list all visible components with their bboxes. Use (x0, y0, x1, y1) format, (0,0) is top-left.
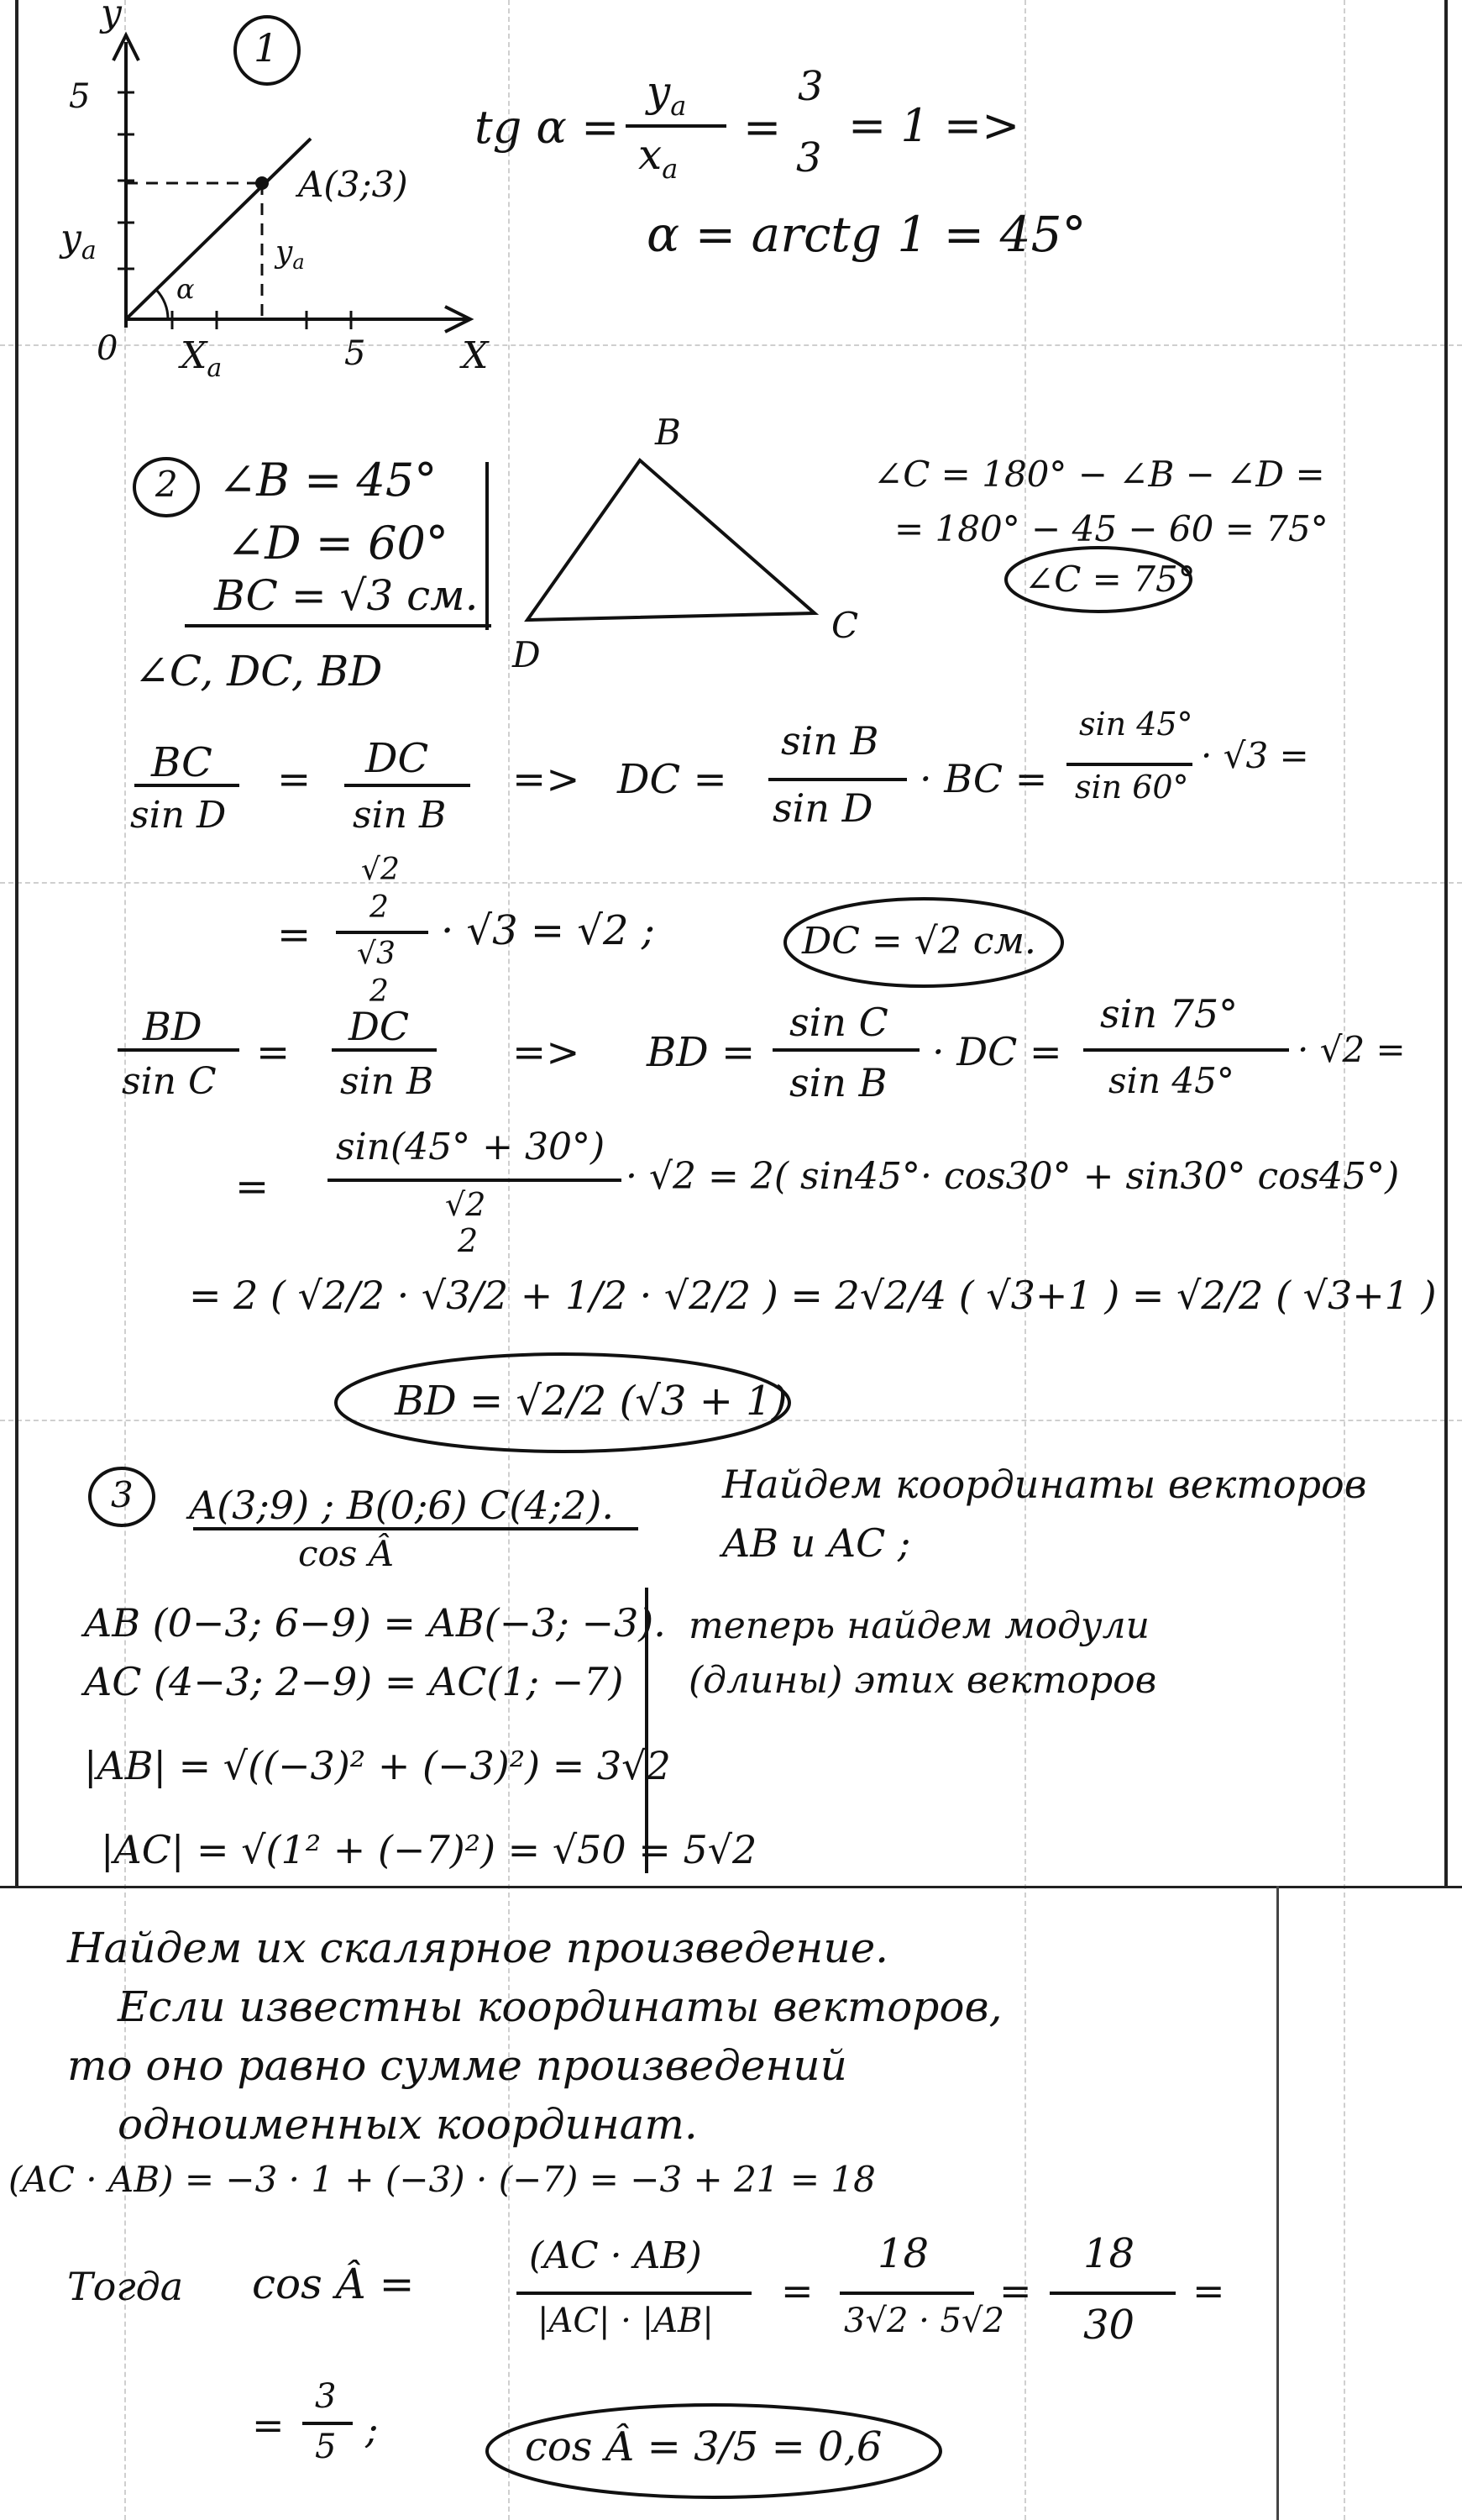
tg-tail: = 1 => (848, 99, 1020, 152)
vector-ab: AB (0−3; 6−9) = AB(−3; −3). (84, 1600, 666, 1646)
xa-label: $X_a$ (181, 334, 223, 383)
find-list: ∠C, DC, BD (134, 647, 383, 696)
given-bc: BC = √3 см. (214, 571, 479, 620)
tg-frac-num: 3 (798, 63, 824, 110)
step2-num-bot: 2 (369, 890, 389, 925)
mod-ab: |AB| = √((−3)² + (−3)²) = 3√2 (84, 1743, 671, 1788)
cos-lead: Тогда (67, 2264, 184, 2309)
step3-den-top: √2 (445, 1186, 486, 1223)
cos-f1-den: |AC| · |AB| (537, 2302, 714, 2340)
alpha-label: α (176, 273, 195, 305)
law2-rhs-den: sin B (340, 1060, 434, 1103)
law1-f-den: sin D (773, 785, 873, 831)
final-semi: ; (365, 2407, 379, 2452)
cos-eq2: = (999, 2268, 1032, 2313)
step2-tail: · √3 = √2 ; (441, 907, 655, 954)
law2-g-tail: · √2 = (1297, 1029, 1406, 1070)
x-tick-5-label: 5 (344, 334, 366, 373)
law1-g-tail: · √3 = (1201, 735, 1309, 776)
ya-label: $y_a$ (60, 217, 97, 265)
law1-lhs-num: BC (151, 739, 212, 786)
angle-c-line1: ∠C = 180° − ∠B − ∠D = (873, 454, 1325, 495)
cos-lhs: cos Â = (252, 2260, 415, 2308)
tg-lhs: tg α = (474, 101, 620, 154)
vector-ac: AC (4−3; 2−9) = AC(1; −7) (84, 1659, 624, 1704)
origin-label: 0 (97, 329, 118, 368)
cos-f2-num: 18 (878, 2230, 930, 2277)
sheet2-line1: Найдем их скалярное произведение. (67, 1924, 889, 1972)
given-angle-b: ∠B = 45° (218, 454, 438, 507)
given-angle-d: ∠D = 60° (227, 517, 448, 570)
x-axis-label: X (462, 334, 489, 377)
law2-times: · DC = (932, 1029, 1062, 1074)
law1-g-den: sin 60° (1075, 769, 1189, 806)
step3-tail: · √2 = 2( sin45°· cos30° + sin30° cos45°) (626, 1155, 1400, 1198)
sheet2-line2: Если известны координаты векторов, (118, 1982, 1003, 2031)
law2-g-num: sin 75° (1100, 991, 1239, 1037)
final-result: cos Â = 3/5 = 0,6 (525, 2423, 883, 2470)
cos-eq3: = (1192, 2268, 1225, 2313)
tg-eq1: = (743, 101, 782, 154)
y-tick-5-label: 5 (69, 77, 91, 116)
vertex-c: C (831, 605, 859, 646)
angle-c-result: ∠C = 75° (1024, 559, 1196, 600)
task-line2: AB и AC ; (722, 1520, 911, 1566)
law2-rhs-num: DC (348, 1004, 410, 1049)
ya-dash-label: $y_a$ (275, 235, 305, 275)
given3: A(3;9) ; B(0;6) C(4;2). (189, 1483, 614, 1528)
law1-f-num: sin B (781, 718, 879, 764)
sheet2-line3: то оно равно сумме произведений (67, 2041, 847, 2090)
step2-den-top: √3 (357, 937, 396, 971)
problem3-number: 3 (111, 1474, 134, 1515)
law2-f-num: sin C (789, 1000, 888, 1045)
law2-arrow: => (512, 1029, 580, 1076)
law2-lhs-den: sin C (122, 1060, 217, 1103)
vertex-b: B (655, 412, 681, 453)
step2-num-top: √2 (361, 853, 400, 887)
law2-eq: = (256, 1029, 291, 1076)
cos-f3-num: 18 (1083, 2230, 1135, 2277)
ray-line (126, 139, 311, 319)
law2-f-den: sin B (789, 1060, 888, 1105)
step2-den-bot: 2 (369, 974, 389, 1009)
step3-lead: = (235, 1163, 270, 1210)
note-line1: теперь найдем модули (689, 1604, 1150, 1647)
law1-times: · BC = (920, 756, 1048, 801)
tg-den: $x_a$ (638, 130, 679, 185)
task-line1: Найдем координаты векторов (722, 1462, 1367, 1507)
law1-rhs-den: sin B (353, 794, 447, 837)
step2-eq: = (277, 911, 312, 958)
law2-lhs-num: BD (143, 1004, 202, 1049)
cos-f1-num: (AC · AB) (529, 2234, 702, 2277)
step3-den-bot: 2 (458, 1222, 479, 1259)
dot-product: (AC · AB) = −3 · 1 + (−3) · (−7) = −3 + 21 = 18 (8, 2159, 876, 2200)
law1-rhs-num: DC (365, 735, 429, 782)
law2-g-den: sin 45° (1108, 1060, 1234, 1101)
final-den: 5 (315, 2428, 337, 2466)
problem1-number: 1 (254, 25, 279, 71)
y-axis-label: y (101, 0, 122, 34)
law1-dc: DC = (617, 756, 727, 803)
tg-frac-den: 3 (796, 134, 822, 181)
cos-eq1: = (781, 2268, 814, 2313)
alpha-arc (156, 290, 168, 319)
point-a-label: A(3;3) (298, 164, 408, 205)
tg-num: $y_a$ (647, 67, 687, 122)
law1-lhs-den: sin D (130, 794, 227, 837)
sheet2-line4: одноименных координат. (118, 2100, 698, 2149)
law1-arrow: => (512, 756, 580, 803)
step3-num: sin(45° + 30°) (336, 1126, 605, 1168)
final-num: 3 (315, 2377, 337, 2416)
mod-ac: |AC| = √(1² + (−7)²) = √50 = 5√2 (101, 1827, 757, 1872)
note-line2: (длины) этих векторов (689, 1659, 1157, 1702)
vertex-d: D (512, 634, 541, 675)
bd-result: BD = √2/2 (√3 + 1) (395, 1378, 788, 1425)
law1-eq: = (277, 756, 312, 803)
law2-bd: BD = (647, 1029, 756, 1076)
cos-f3-den: 30 (1083, 2302, 1135, 2349)
final-lead: = (252, 2402, 285, 2448)
find3: cos Â (298, 1533, 395, 1574)
problem2-number: 2 (155, 464, 178, 505)
angle-c-line2: = 180° − 45 − 60 = 75° (894, 508, 1328, 549)
cos-f2-den: 3√2 · 5√2 (844, 2302, 1004, 2340)
step4: = 2 ( √2/2 · √3/2 + 1/2 · √2/2 ) = 2√2/4 ( √3+1 ) = √2/2 ( √3+1 ) (189, 1273, 1437, 1318)
triangle-BDC (527, 460, 815, 620)
arctg-eq: α = arctg 1 = 45° (647, 206, 1087, 263)
dc-result: DC = √2 см. (802, 920, 1036, 963)
law1-g-num: sin 45° (1079, 706, 1193, 743)
